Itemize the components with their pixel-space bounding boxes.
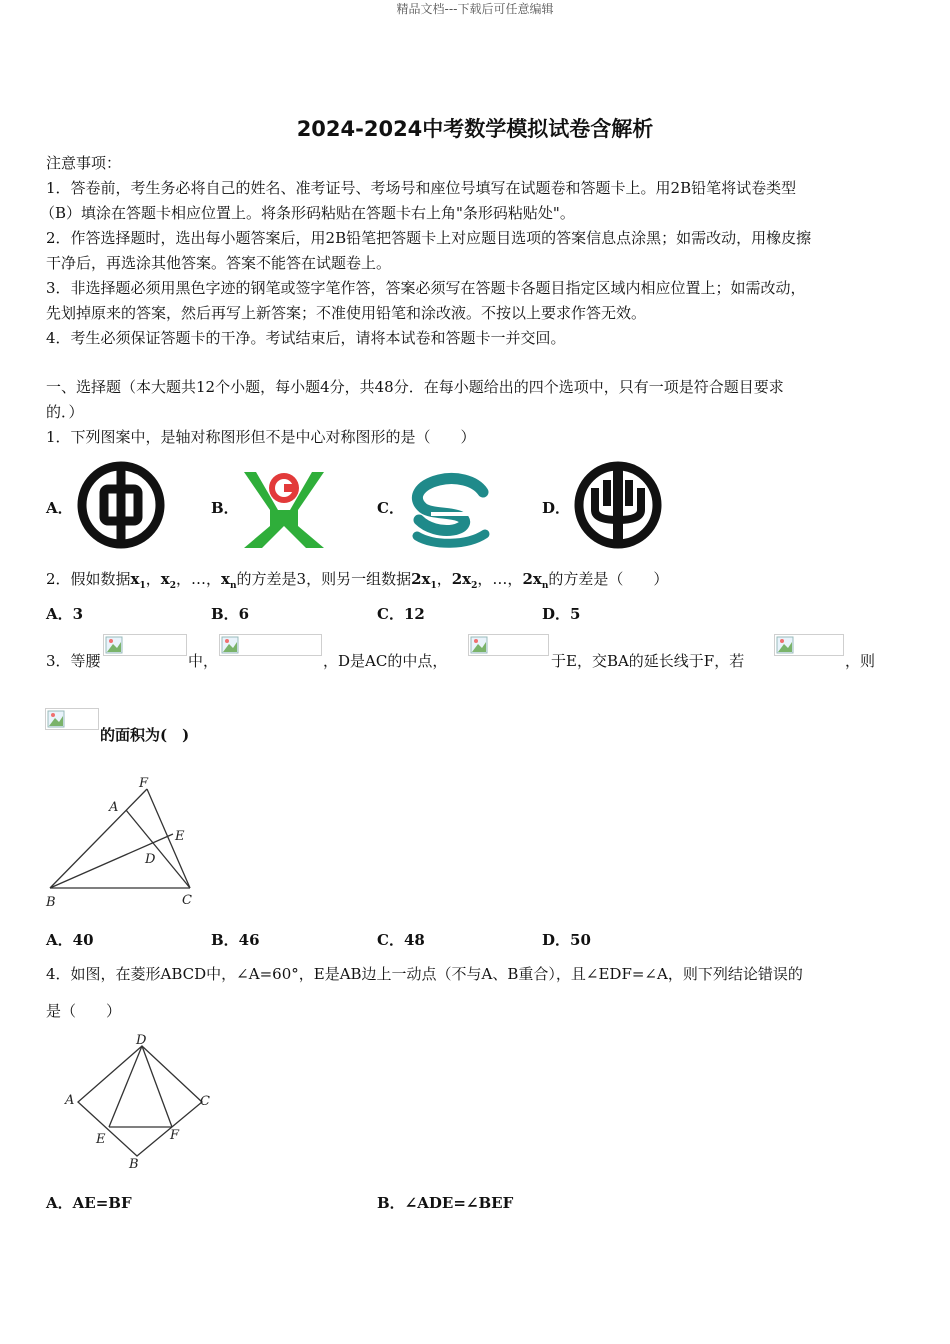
q3-option-c: C．48 bbox=[377, 931, 425, 949]
notice-line-2: （B）填涂在答题卡相应位置上。将条形码粘贴在答题卡右上角"条形码粘贴处"。 bbox=[40, 204, 575, 222]
q3-triangle-figure bbox=[42, 772, 202, 912]
icbc-logo-icon bbox=[570, 458, 666, 552]
notice-line-3: 2．作答选择题时，选出每小题答案后，用2B铅笔把答题卡上对应题目选项的答案信息点涂黑；如需改动，用橡皮擦 bbox=[46, 229, 812, 247]
broken-image-icon bbox=[774, 634, 844, 656]
q2-option-a: A．3 bbox=[46, 605, 84, 623]
q3-label-b: B bbox=[46, 895, 56, 910]
broken-image-icon bbox=[468, 634, 549, 656]
q3-label-f: F bbox=[139, 776, 149, 791]
q1-option-d-label: D． bbox=[542, 499, 571, 517]
q4-label-a: A bbox=[65, 1093, 75, 1108]
section1-line-1: 一、选择题（本大题共12个小题，每小题4分，共48分．在每小题给出的四个选项中，只有一项是符合题目要求 bbox=[46, 378, 784, 396]
notice-line-7: 4．考生必须保证答题卡的干净。考试结束后，请将本试卷和答题卡一并交回。 bbox=[46, 329, 566, 347]
bank-of-china-logo-icon bbox=[73, 458, 169, 552]
q4-line-2: 是（ ） bbox=[46, 1002, 122, 1020]
q1-stem: 1．下列图案中，是轴对称图形但不是中心对称图形的是（ ） bbox=[46, 428, 476, 446]
q3-option-b: B．46 bbox=[211, 931, 260, 949]
q2-stem: 2．假如数据$x_1$，$x_2$，…，$x_n$的方差是3，则另一组数据$2x_1$，$2x_2$，…，$2x_n$的方差是（ ） bbox=[46, 570, 669, 591]
broken-image-icon bbox=[45, 708, 99, 730]
q4-rhombus-figure bbox=[62, 1032, 218, 1172]
q2-option-c: C．12 bbox=[377, 605, 425, 623]
q3-d-midpoint: ，D是AC的中点， bbox=[323, 652, 448, 670]
q1-option-c-label: C． bbox=[377, 499, 404, 517]
notice-line-6: 先划掉原来的答案，然后再写上新答案；不准使用铅笔和涂改液。不按以上要求作答无效。 bbox=[46, 304, 647, 322]
q4-label-c: C bbox=[200, 1094, 210, 1109]
q3-area-text: 的面积为( ) bbox=[100, 726, 190, 744]
q4-label-b: B bbox=[129, 1157, 139, 1172]
q3-label-e: E bbox=[175, 829, 185, 844]
notice-heading: 注意事项： bbox=[46, 154, 122, 172]
notice-line-5: 3．非选择题必须用黑色字迹的钢笔或签字笔作答，答案必须写在答题卡各题目指定区域内相应位置上；如需改动， bbox=[46, 279, 806, 297]
q2-option-b: B．6 bbox=[211, 605, 250, 623]
q4-label-e: E bbox=[96, 1132, 106, 1147]
notice-line-1: 1．答卷前，考生务必将自己的姓名、准考证号、考场号和座位号填写在试题卷和答题卡上。用2B铅笔将试卷类型 bbox=[46, 179, 797, 197]
q3-yu-e: 于E，交BA的延长线于F，若 bbox=[551, 652, 745, 670]
q4-label-d: D bbox=[136, 1033, 147, 1048]
notice-line-4: 干净后，再选涂其他答案。答案不能答在试题卷上。 bbox=[46, 254, 392, 272]
page-header: 精品文档---下载后可任意编辑 bbox=[396, 2, 554, 16]
agricultural-bank-logo-icon bbox=[240, 464, 328, 552]
q4-line-1: 4．如图，在菱形ABCD中，∠A=60°，E是AB边上一动点（不与A、B重合），且∠EDF=∠A，则下列结论错误的 bbox=[46, 965, 803, 983]
q3-option-a: A．40 bbox=[46, 931, 94, 949]
q3-zhong: 中， bbox=[188, 652, 219, 670]
q4-option-a: A．AE=BF bbox=[46, 1194, 132, 1212]
q4-label-f: F bbox=[170, 1128, 180, 1143]
broken-image-icon bbox=[219, 634, 322, 656]
q3-ze: ，则 bbox=[845, 652, 876, 670]
q3-label-a: A bbox=[109, 800, 119, 815]
q2-option-d: D．5 bbox=[542, 605, 581, 623]
q4-option-b: B．∠ADE=∠BEF bbox=[377, 1194, 514, 1212]
q3-label-c: C bbox=[182, 893, 192, 908]
q1-option-a-label: A． bbox=[46, 499, 73, 517]
broken-image-icon bbox=[103, 634, 187, 656]
construction-bank-logo-icon bbox=[403, 470, 495, 552]
q3-option-d: D．50 bbox=[542, 931, 591, 949]
page-title: 2024-2024中考数学模拟试卷含解析 bbox=[296, 117, 654, 141]
section1-line-2: 的．） bbox=[46, 403, 84, 421]
q3-start: 3．等腰 bbox=[46, 652, 101, 670]
q1-option-b-label: B． bbox=[211, 499, 239, 517]
q3-label-d: D bbox=[145, 852, 156, 867]
